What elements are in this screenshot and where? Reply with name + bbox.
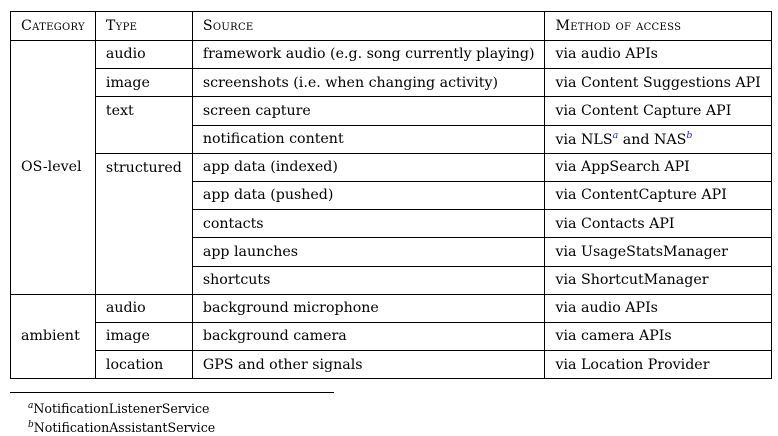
source-cell: screen capture (192, 97, 545, 125)
footnote-ref-b[interactable]: b (686, 130, 693, 142)
method-cell: via audio APIs (545, 294, 771, 322)
table-row (11, 322, 772, 350)
data-access-table (10, 11, 772, 379)
method-text: via NLS (555, 132, 613, 149)
method-cell: via camera APIs (545, 322, 771, 350)
method-cell: via Content Suggestions API (545, 69, 771, 97)
method-cell: via Contacts API (545, 210, 771, 238)
type-cell: image (95, 322, 192, 350)
table-row (11, 153, 772, 181)
source-cell: shortcuts (192, 266, 545, 294)
footnote-text-b: NotificationAssistantService (33, 420, 216, 435)
method-cell: via ContentCapture API (545, 181, 771, 209)
footnote-rule (10, 392, 334, 393)
category-os-level: OS-level (11, 41, 96, 295)
footnote-a (28, 398, 215, 417)
type-cell: audio (95, 41, 192, 69)
header-row (11, 12, 772, 41)
source-cell: GPS and other signals (192, 351, 545, 379)
category-ambient: ambient (11, 294, 96, 379)
method-cell: via AppSearch API (545, 153, 771, 181)
header-method: Method of access (545, 12, 771, 41)
header-type: Type (95, 12, 192, 41)
source-cell: background camera (192, 322, 545, 350)
source-cell: app data (indexed) (192, 153, 545, 181)
footnotes (28, 398, 215, 436)
footnote-ref-a[interactable]: a (612, 130, 619, 142)
footnote-mark-a: a (28, 401, 34, 411)
header-source: Source (192, 12, 545, 41)
table-row (11, 97, 772, 125)
method-cell: via Location Provider (545, 351, 771, 379)
table-row (11, 351, 772, 379)
source-cell: app launches (192, 238, 545, 266)
method-cell: via ShortcutManager (545, 266, 771, 294)
type-cell: text (95, 97, 192, 153)
method-cell (545, 125, 771, 153)
table-row (11, 41, 772, 69)
source-cell: contacts (192, 210, 545, 238)
source-cell: background microphone (192, 294, 545, 322)
source-cell: app data (pushed) (192, 181, 545, 209)
footnote-mark-b: b (28, 420, 34, 430)
footnote-text-a: NotificationListenerService (33, 401, 210, 416)
type-cell: audio (95, 294, 192, 322)
source-cell: framework audio (e.g. song currently playing) (192, 41, 545, 69)
type-cell: location (95, 351, 192, 379)
type-cell: structured (95, 153, 192, 294)
method-cell: via UsageStatsManager (545, 238, 771, 266)
table-row (11, 69, 772, 97)
method-text-nas: and NAS (622, 132, 687, 149)
method-cell: via Content Capture API (545, 97, 771, 125)
header-category: Category (11, 12, 96, 41)
source-cell: notification content (192, 125, 545, 153)
footnote-b (28, 417, 215, 436)
type-cell: image (95, 69, 192, 97)
table-row (11, 294, 772, 322)
source-cell: screenshots (i.e. when changing activity) (192, 69, 545, 97)
method-cell: via audio APIs (545, 41, 771, 69)
